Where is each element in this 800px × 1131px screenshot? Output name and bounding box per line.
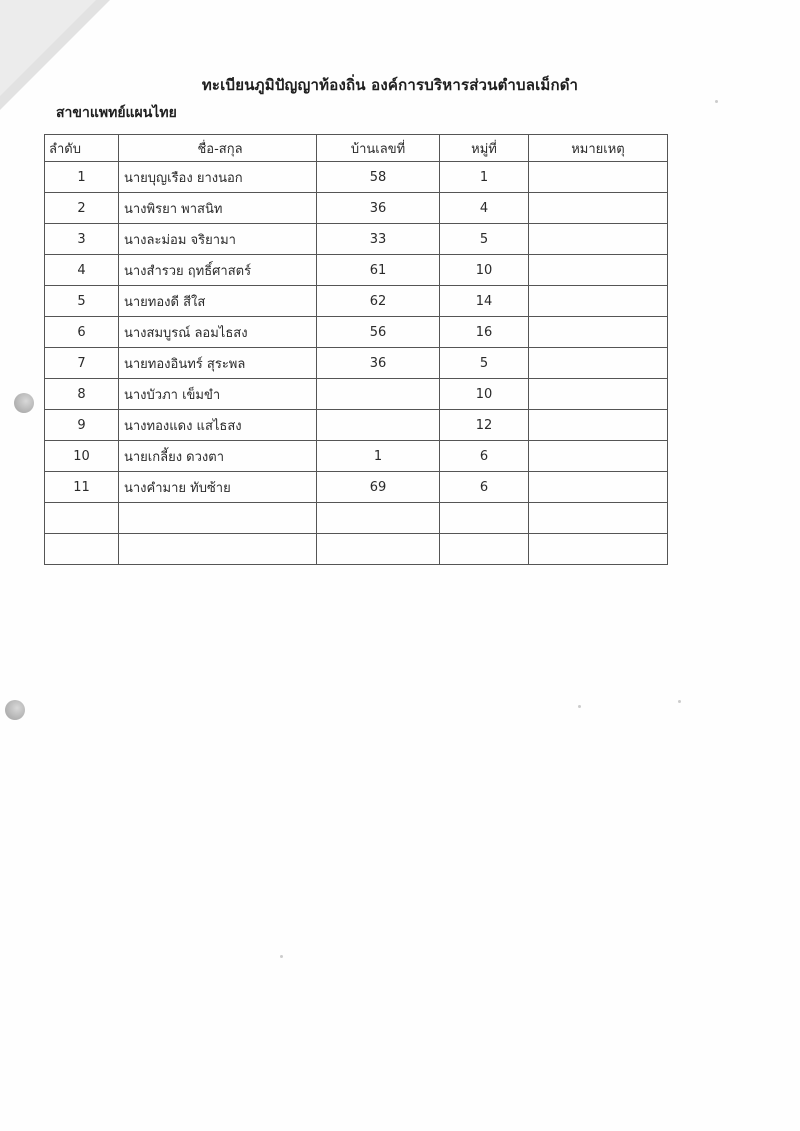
cell-note xyxy=(529,286,668,317)
cell-moo: 10 xyxy=(440,379,529,410)
cell-note xyxy=(529,162,668,193)
cell-moo: 5 xyxy=(440,348,529,379)
scan-speck xyxy=(715,100,718,103)
table-row xyxy=(45,193,668,224)
cell-moo: 4 xyxy=(440,193,529,224)
table-row-empty xyxy=(45,503,668,534)
table-header-row xyxy=(45,135,668,162)
header-moo: หมู่ที่ xyxy=(440,135,529,162)
cell-moo: 6 xyxy=(440,472,529,503)
table-row xyxy=(45,348,668,379)
cell-no: 7 xyxy=(45,348,119,379)
cell-no: 9 xyxy=(45,410,119,441)
document-title: ทะเบียนภูมิปัญญาท้องถิ่น องค์การบริหารส่วนตำบลเม็กดำ xyxy=(201,76,579,94)
table-row xyxy=(45,286,668,317)
cell-house-number xyxy=(317,534,440,565)
cell-moo: 6 xyxy=(440,441,529,472)
cell-house-number xyxy=(317,410,440,441)
header-no: ลำดับ xyxy=(45,135,119,162)
cell-name xyxy=(119,503,317,534)
cell-name xyxy=(119,534,317,565)
cell-house-number: 36 xyxy=(317,193,440,224)
cell-name: นางสำรวย ฤทธิ์ศาสตร์ xyxy=(119,255,317,286)
cell-moo: 14 xyxy=(440,286,529,317)
scan-speck xyxy=(280,955,283,958)
table-row xyxy=(45,317,668,348)
cell-moo: 1 xyxy=(440,162,529,193)
table-row xyxy=(45,255,668,286)
punch-hole-icon xyxy=(14,393,34,413)
table-row xyxy=(45,472,668,503)
cell-house-number: 61 xyxy=(317,255,440,286)
cell-moo xyxy=(440,503,529,534)
registry-table xyxy=(44,134,668,565)
cell-no: 3 xyxy=(45,224,119,255)
cell-note xyxy=(529,255,668,286)
cell-note xyxy=(529,317,668,348)
punch-hole-icon xyxy=(5,700,25,720)
cell-no xyxy=(45,534,119,565)
cell-no: 8 xyxy=(45,379,119,410)
cell-name: นางพิรยา พาสนิท xyxy=(119,193,317,224)
cell-house-number: 69 xyxy=(317,472,440,503)
cell-no: 5 xyxy=(45,286,119,317)
cell-house-number: 36 xyxy=(317,348,440,379)
cell-name: นางทองแดง แสไธสง xyxy=(119,410,317,441)
cell-name: นายบุญเรือง ยางนอก xyxy=(119,162,317,193)
cell-moo: 12 xyxy=(440,410,529,441)
table-row xyxy=(45,224,668,255)
cell-moo: 16 xyxy=(440,317,529,348)
cell-no: 6 xyxy=(45,317,119,348)
header-house-number: บ้านเลขที่ xyxy=(317,135,440,162)
cell-house-number xyxy=(317,503,440,534)
cell-house-number: 33 xyxy=(317,224,440,255)
cell-house-number: 56 xyxy=(317,317,440,348)
table-row xyxy=(45,162,668,193)
cell-house-number xyxy=(317,379,440,410)
cell-name: นางบัวภา เข็มขำ xyxy=(119,379,317,410)
cell-house-number: 1 xyxy=(317,441,440,472)
cell-house-number: 58 xyxy=(317,162,440,193)
cell-name: นายทองดี สีใส xyxy=(119,286,317,317)
cell-name: นางสมบูรณ์ ลอมไธสง xyxy=(119,317,317,348)
table-row xyxy=(45,379,668,410)
cell-moo: 5 xyxy=(440,224,529,255)
cell-note xyxy=(529,348,668,379)
scan-speck xyxy=(578,705,581,708)
cell-no: 2 xyxy=(45,193,119,224)
cell-name: นางละม่อม จริยามา xyxy=(119,224,317,255)
cell-note xyxy=(529,379,668,410)
cell-name: นางคำมาย ทับซ้าย xyxy=(119,472,317,503)
cell-name: นายเกลี้ยง ดวงตา xyxy=(119,441,317,472)
cell-note xyxy=(529,224,668,255)
cell-no xyxy=(45,503,119,534)
cell-house-number: 62 xyxy=(317,286,440,317)
cell-note xyxy=(529,441,668,472)
table-row xyxy=(45,441,668,472)
cell-note xyxy=(529,534,668,565)
cell-no: 4 xyxy=(45,255,119,286)
section-title: สาขาแพทย์แผนไทย xyxy=(56,105,177,121)
cell-name: นายทองอินทร์ สุระพล xyxy=(119,348,317,379)
cell-note xyxy=(529,193,668,224)
cell-note xyxy=(529,410,668,441)
scan-speck xyxy=(678,700,681,703)
table-row-empty xyxy=(45,534,668,565)
cell-note xyxy=(529,503,668,534)
cell-no: 10 xyxy=(45,441,119,472)
cell-moo: 10 xyxy=(440,255,529,286)
cell-no: 11 xyxy=(45,472,119,503)
cell-note xyxy=(529,472,668,503)
header-name: ชื่อ-สกุล xyxy=(119,135,317,162)
table-row xyxy=(45,410,668,441)
header-note: หมายเหตุ xyxy=(529,135,668,162)
cell-moo xyxy=(440,534,529,565)
cell-no: 1 xyxy=(45,162,119,193)
